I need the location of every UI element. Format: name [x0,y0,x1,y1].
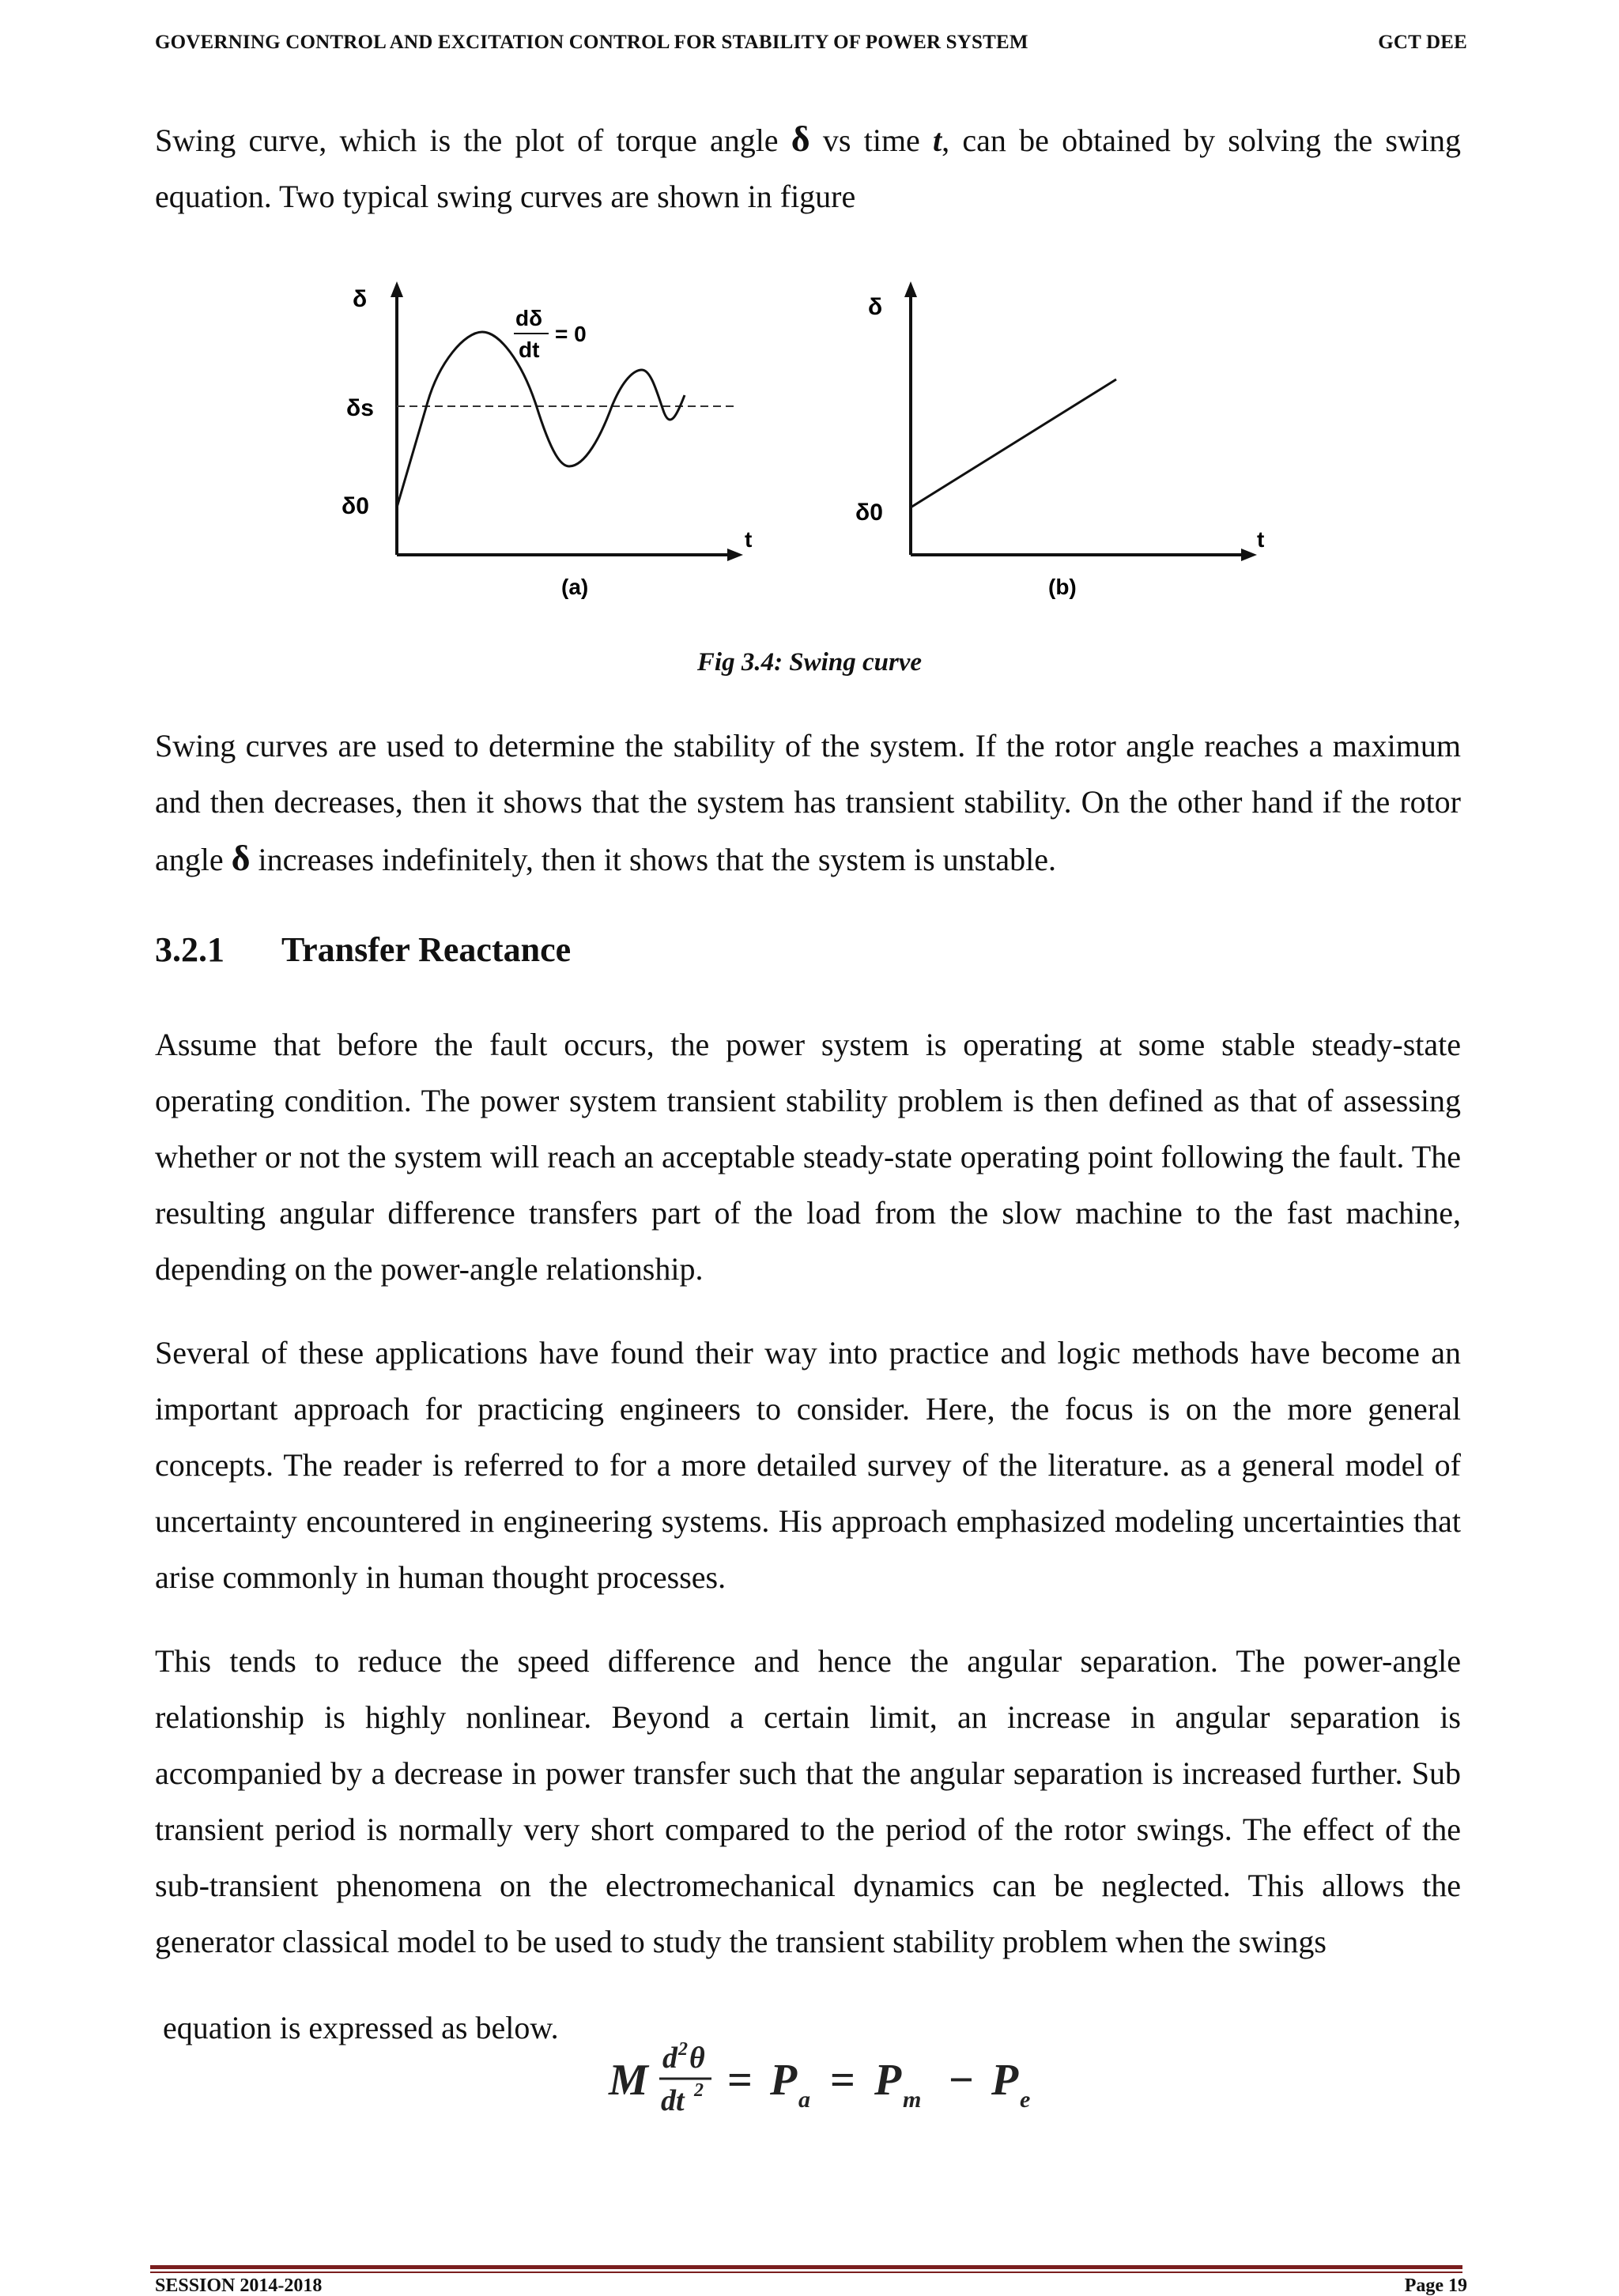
swing-text-2: increases indefinitely, then it shows that the system is unstable. [250,842,1056,877]
swing-curve-figure [324,269,1312,609]
footer-page-number: Page 19 [1404,2275,1467,2296]
section-number: 3.2.1 [155,930,225,969]
panel-b-x-arrow [1241,549,1257,561]
panel-a-x-arrow [727,549,743,561]
paragraph-equation-intro: equation is expressed as below. [163,2010,559,2045]
footer-session: SESSION 2014-2018 [155,2275,323,2296]
panel-a-annotation-num: dδ [515,306,543,330]
equation-pm-sub: m [903,2087,922,2113]
equation-den-exp: 2 [694,2080,704,2101]
equation-num-d: d [662,2042,677,2075]
equation-pe-sub: e [1020,2087,1031,2113]
panel-b-x-label: t [1257,527,1265,552]
panel-b-delta-0-label: δ0 [855,500,883,526]
panel-a-annotation-den: dt [519,337,540,362]
intro-text-2: vs time [810,123,934,158]
panel-a-y-arrow [391,281,403,297]
equation-pe: P [991,2056,1019,2105]
panel-b-panel-label: (b) [1048,575,1077,599]
delta-symbol: δ [791,119,810,159]
panel-a-x-label: t [745,527,753,552]
paragraph-applications: Several of these applications have found their way into practice and logic methods have become an important approach for practicing engineers to consider. Here, the focus is on the more general concepts. The reader is referred to for a more detailed survey of the literature. as a general model of uncertainty encountered in engineering systems. His approach emphasized modeling uncertainties that arise commonly in human thought processes. [155,1335,1461,1595]
panel-b-y-arrow [904,281,917,297]
equation-mass: M [609,2056,648,2105]
swing-stability-paragraph [155,718,1461,888]
equation-minus: − [949,2056,974,2105]
equation-equals-2: = [830,2056,855,2105]
intro-paragraph [155,111,1461,224]
figure-caption: Fig 3.4: Swing curve [696,648,923,677]
paragraph-transient-stability: Assume that before the fault occurs, the power system is operating at some stable steady-state operating condition. The power system transient stability problem is then defined as that of assessing whether or not the system will reach an acceptable steady-state operating point following the fault. The resulting angular difference transfers part of the load from the slow machine to the fast machine, depending on the power-angle relationship. [155,1027,1461,1287]
header-title: GOVERNING CONTROL AND EXCITATION CONTROL FOR STABILITY OF POWER SYSTEM [155,32,1028,53]
footer-rule-thin [150,2271,1462,2273]
equation-equals-1: = [727,2056,753,2105]
equation-pm: P [874,2056,902,2105]
intro-text-1: Swing curve, which is the plot of torque angle [155,123,791,158]
panel-a-delta-0-label: δ0 [342,493,369,519]
swing-text-1: Swing curves are used to determine the stability of the system. If the rotor angle reaches a maximum and then decreases, then it shows that the system has transient stability. On the other hand if the rotor angle [155,728,1461,877]
section-title: Transfer Reactance [281,930,572,969]
header-dept: GCT DEE [1378,32,1467,53]
swing-equation [601,2028,1091,2147]
panel-a-annotation-eq: = 0 [555,322,587,346]
panel-b-y-label: δ [868,294,883,320]
intro-text-3: , can be obtained by solving the swing equation. Two typical swing curves are shown in figure [155,123,1461,214]
section-heading [155,929,571,970]
panel-a-y-label: δ [353,286,368,312]
panel-a-swing-curve [397,332,685,507]
equation-num-exp: 2 [678,2039,688,2060]
equation-num-theta: θ [689,2042,705,2075]
panel-a-panel-label: (a) [561,575,589,599]
equation-pa: P [770,2056,798,2105]
paragraph-power-angle: This tends to reduce the speed difference and hence the angular separation. The power-angle relationship is highly nonlinear. Beyond a certain limit, an increase in angular separation is accompanied by a decrease in power transfer such that the angular separation is increased further. Sub transient period is normally very short compared to the period of the rotor swings. The effect of the sub-transient phenomena on the electromechanical dynamics can be neglected. This allows the generator classical model to be used to study the transient stability problem when the swings [155,1643,1461,1959]
equation-pa-sub: a [798,2087,810,2113]
panel-a [342,281,752,599]
panel-a-delta-s-label: δs [346,395,374,421]
delta-symbol: δ [231,838,251,878]
time-symbol: t [933,123,942,158]
footer-rule [150,2265,1462,2269]
equation-den-dt: dt [661,2084,685,2117]
panel-b [855,281,1264,599]
panel-b-unstable-curve [911,379,1116,507]
